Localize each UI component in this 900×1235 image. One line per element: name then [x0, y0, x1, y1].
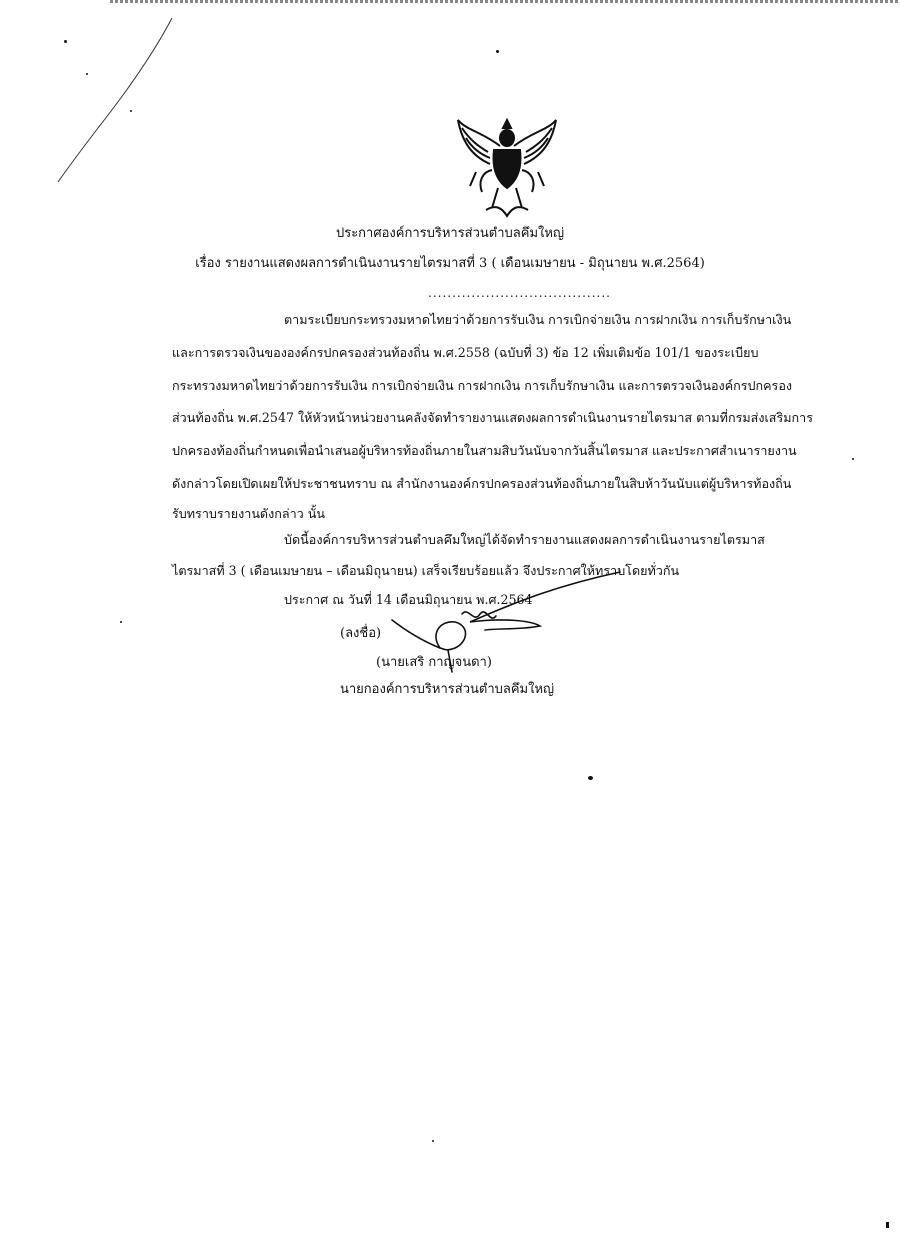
- body-line-1: ตามระเบียบกระทรวงมหาดไทยว่าด้วยการรับเงิน การเบิกจ่ายเงิน การฝากเงิน การเก็บรักษาเงิน: [284, 312, 792, 327]
- scan-speck: [432, 1140, 434, 1142]
- body-line-5: ปกครองท้องถิ่นกำหนดเพื่อนำเสนอผู้บริหารท้องถิ่นภายในสามสิบวันนับจากวันสิ้นไตรมาส และประกาศสำเนารายงาน: [172, 443, 797, 458]
- scan-speck: [130, 110, 132, 112]
- scan-speck: [588, 776, 593, 780]
- body-line-9: ไตรมาสที่ 3 ( เดือนเมษายน – เดือนมิถุนายน) เสร็จเรียบร้อยแล้ว จึงประกาศให้ทราบโดยทั่วกัน: [172, 563, 680, 578]
- body-line-2: และการตรวจเงินขององค์กรปกครองส่วนท้องถิ่น พ.ศ.2558 (ฉบับที่ 3) ข้อ 12 เพิ่มเติมข้อ 101/1 ของระเบียบ: [172, 345, 759, 360]
- garuda-emblem-icon: [452, 112, 562, 220]
- scan-speck: [86, 73, 88, 75]
- separator-dots: ......................................: [428, 286, 611, 300]
- scan-speck: [496, 50, 499, 53]
- scan-pen-line: [58, 18, 172, 182]
- body-line-3: กระทรวงมหาดไทยว่าด้วยการรับเงิน การเบิกจ่ายเงิน การฝากเงิน การเก็บรักษาเงิน และการตรวจเงินองค์กรปกครอง: [172, 378, 793, 393]
- scan-speck: [852, 458, 854, 460]
- scan-speck: [886, 1222, 889, 1228]
- body-line-8: บัดนี้องค์การบริหารส่วนตำบลคึมใหญ่ได้จัดทำรายงานแสดงผลการดำเนินงานรายไตรมาส: [284, 532, 765, 547]
- sign-label: (ลงชื่อ): [340, 626, 382, 641]
- signer-name: (นายเสริ กาญจนดา): [376, 655, 492, 670]
- scan-top-edge: [110, 0, 900, 3]
- scan-speck: [120, 621, 122, 623]
- body-line-7: รับทราบรายงานดังกล่าว นั้น: [172, 506, 325, 521]
- scan-speck: [64, 40, 67, 43]
- body-line-6: ดังกล่าวโดยเปิดเผยให้ประชาชนทราบ ณ สำนักงานองค์กรปกครองส่วนท้องถิ่นภายในสิบห้าวันนับแต่ผู้บริหารท้องถิ่น: [172, 476, 792, 491]
- signer-position: นายกองค์การบริหารส่วนตำบลคึมใหญ่: [340, 682, 555, 697]
- body-line-4: ส่วนท้องถิ่น พ.ศ.2547 ให้หัวหน้าหน่วยงานคลังจัดทำรายงานแสดงผลการดำเนินงานรายไตรมาส ตามที่กรมส่งเสริมการ: [172, 410, 813, 425]
- announcement-title: ประกาศองค์การบริหารส่วนตำบลคึมใหญ่: [335, 226, 565, 241]
- date-line: ประกาศ ณ วันที่ 14 เดือนมิถุนายน พ.ศ.2564: [284, 592, 533, 607]
- announcement-subject: เรื่อง รายงานแสดงผลการดำเนินงานรายไตรมาสที่ 3 ( เดือนเมษายน - มิถุนายน พ.ศ.2564): [195, 256, 705, 271]
